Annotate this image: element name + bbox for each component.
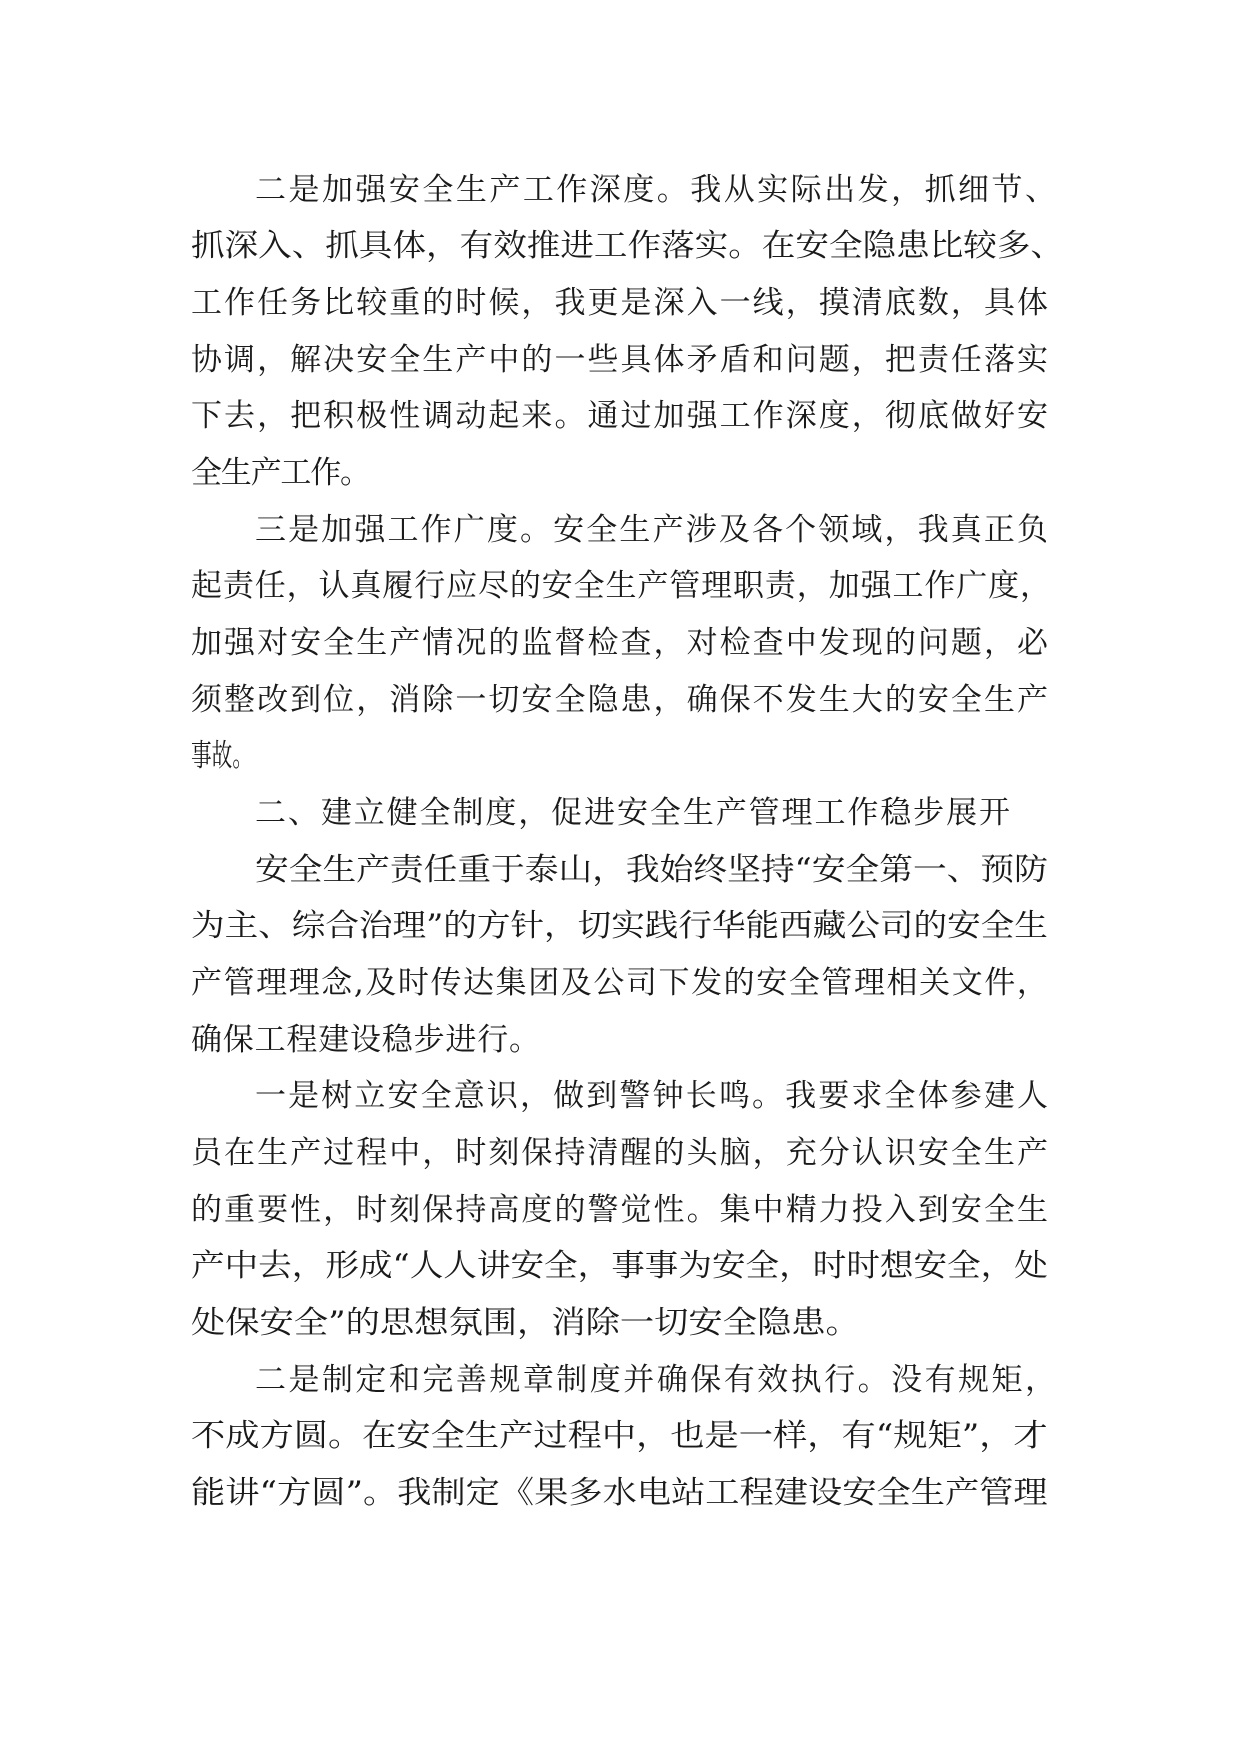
text-line: 不成方圆。在安全生产过程中，也是一样，有“规矩”，才 — [191, 1418, 1048, 1454]
text-line: 加强对安全生产情况的监督检查，对检查中发现的问题，必 — [191, 625, 1051, 661]
text-line: 能讲“方圆”。我制定《果多水电站工程建设安全生产管理 — [191, 1475, 1048, 1511]
text-line: 确保工程建设稳步进行。 — [191, 1022, 541, 1058]
text-line: 工作任务比较重的时候，我更是深入一线，摸清底数，具体 — [191, 285, 1051, 321]
text-line: 产中去，形成“人人讲安全，事事为安全，时时想安全，处 — [191, 1248, 1048, 1284]
text-line: 协调，解决安全生产中的一些具体矛盾和问题，把责任落实 — [191, 342, 1051, 378]
text-line: 二是加强安全生产工作深度。我从实际出发，抓细节、 — [255, 172, 1059, 208]
text-line: 产管理理念,及时传达集团及公司下发的安全管理相关文件， — [191, 965, 1050, 1001]
text-line: 二是制定和完善规章制度并确保有效执行。没有规矩， — [255, 1362, 1059, 1398]
text-line: 须整改到位，消除一切安全隐患，确保不发生大的安全生产 — [191, 682, 1051, 718]
section-heading: 二、建立健全制度，促进安全生产管理工作稳步展开 — [255, 795, 1012, 831]
text-line: 事故。 — [191, 738, 253, 774]
text-line: 抓深入、抓具体，有效推进工作落实。在安全隐患比较多、 — [191, 228, 1064, 264]
text-line: 员在生产过程中，时刻保持清醒的头脑，充分认识安全生产 — [191, 1135, 1051, 1171]
text-line: 起责任，认真履行应尽的安全生产管理职责，加强工作广度， — [191, 568, 1052, 604]
text-line: 为主、综合治理”的方针，切实践行华能西藏公司的安全生 — [191, 908, 1048, 944]
text-line: 一是树立安全意识，做到警钟长鸣。我要求全体参建人 — [255, 1078, 1051, 1114]
text-line: 的重要性，时刻保持高度的警觉性。集中精力投入到安全生 — [191, 1192, 1051, 1228]
text-line: 处保安全”的思想氛围，消除一切安全隐患。 — [191, 1305, 860, 1341]
text-line: 安全生产责任重于泰山，我始终坚持“安全第一、预防 — [255, 852, 1048, 888]
text-line: 下去，把积极性调动起来。通过加强工作深度，彻底做好安 — [191, 398, 1051, 434]
text-line: 三是加强工作广度。安全生产涉及各个领域，我真正负 — [255, 512, 1051, 548]
text-line: 全生产工作。 — [191, 455, 370, 491]
